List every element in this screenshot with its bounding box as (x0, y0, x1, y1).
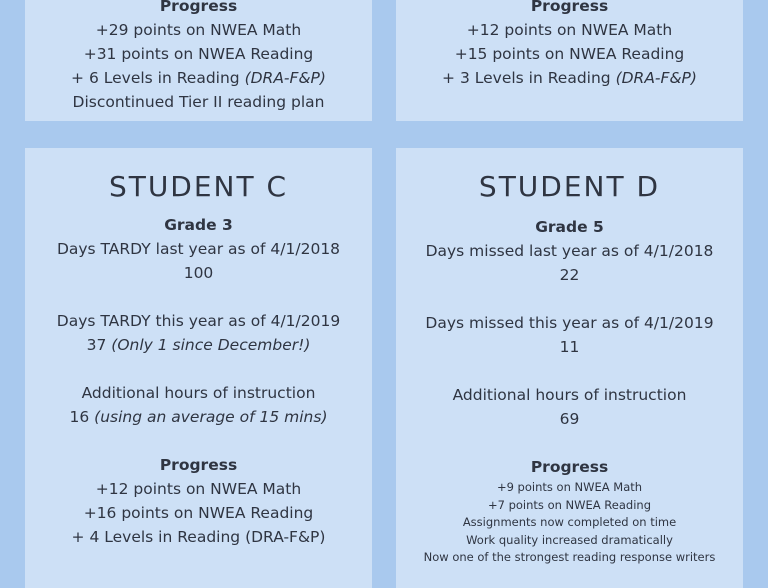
student-a-progress-line: +31 points on NWEA Reading (83, 45, 314, 63)
student-d-progress-line: Assignments now completed on time (462, 515, 677, 529)
student-b-levels-assessment: (DRA-F&P) (615, 69, 697, 87)
student-c-tardy-this-label: Days TARDY this year as of 4/1/2019 (56, 312, 341, 330)
student-c-hours-value: 16 (69, 408, 90, 426)
student-d-progress-line: +9 points on NWEA Math (496, 480, 643, 494)
student-a-card (25, 0, 372, 121)
student-c-progress-line: + 4 Levels in Reading (DRA-F&P) (71, 528, 326, 546)
student-c-progress-line: +12 points on NWEA Math (95, 480, 302, 498)
student-a-progress-line: +29 points on NWEA Math (95, 21, 302, 39)
student-a-levels-text: + 6 Levels in Reading (71, 69, 245, 87)
student-c-hours-note: (using an average of 15 mins) (94, 408, 328, 426)
student-b-progress-line: +12 points on NWEA Math (466, 21, 673, 39)
student-b-card (396, 0, 743, 121)
student-d-missed-last-label: Days missed last year as of 4/1/2018 (425, 242, 714, 260)
student-c-progress-line: +16 points on NWEA Reading (83, 504, 314, 522)
student-c-card (25, 148, 372, 588)
student-d-grade: Grade 5 (535, 218, 604, 236)
student-d-title: STUDENT D (478, 170, 661, 203)
student-c-tardy-last-label: Days TARDY last year as of 4/1/2018 (56, 240, 341, 258)
student-d-card (396, 148, 743, 588)
student-a-levels-assessment: (DRA-F&P) (244, 69, 326, 87)
student-d-progress-line: Work quality increased dramatically (466, 532, 673, 547)
student-b-progress-heading: Progress (530, 0, 609, 15)
student-c-progress-heading: Progress (159, 456, 238, 474)
student-d-progress-heading: Progress (530, 458, 609, 476)
student-d-missed-last-value: 22 (559, 266, 580, 284)
student-d-hours-label: Additional hours of instruction (452, 386, 687, 404)
student-c-tardy-this-value: 37 (86, 336, 107, 354)
student-c-title: STUDENT C (108, 170, 289, 203)
student-d-missed-this-label: Days missed this year as of 4/1/2019 (425, 314, 714, 332)
student-a-levels-line (25, 66, 372, 90)
student-c-hours-label: Additional hours of instruction (81, 384, 316, 402)
student-d-hours-value: 69 (559, 410, 580, 428)
student-b-levels-line (396, 66, 743, 90)
student-a-progress-line: Discontinued Tier II reading plan (72, 93, 325, 111)
student-d-missed-this-value: 11 (559, 338, 580, 356)
student-b-progress-line: +15 points on NWEA Reading (454, 45, 685, 63)
student-c-grade: Grade 3 (164, 216, 233, 234)
student-c-tardy-last-value: 100 (183, 264, 214, 282)
student-a-progress-heading: Progress (159, 0, 238, 15)
student-b-levels-text: + 3 Levels in Reading (442, 69, 616, 87)
student-c-tardy-this-note: (Only 1 since December!) (111, 336, 311, 354)
student-c-tardy-this-line (25, 333, 372, 357)
student-d-progress-line: Now one of the strongest reading response writers (423, 550, 716, 564)
student-d-progress-line: +7 points on NWEA Reading (487, 497, 651, 512)
student-c-hours-line (25, 405, 372, 429)
